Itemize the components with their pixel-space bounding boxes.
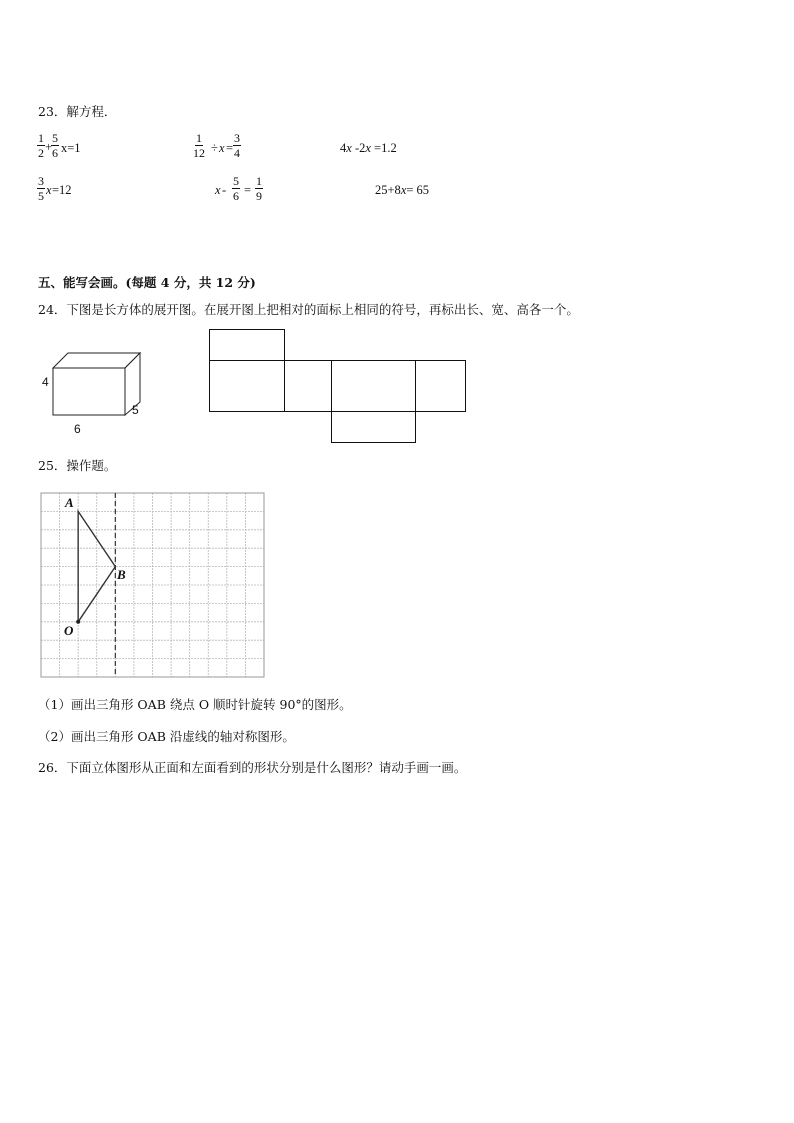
cuboid-length-label: 6: [74, 422, 81, 436]
net-face-2: [284, 360, 332, 412]
equation-6: 25+8x= 65: [375, 183, 430, 197]
eq5-fraction-1: $\frac{5}{6}$: [233, 174, 239, 203]
eq4-fraction: $\frac{3}{5}$: [38, 174, 44, 203]
eq1-fraction-2: $\frac{5}{6}$: [52, 131, 58, 160]
grid-figure: [40, 492, 265, 678]
point-label-b: B: [117, 567, 126, 582]
cuboid-height-label: 4: [42, 375, 49, 389]
q23-title: 23．解方程．: [38, 104, 117, 119]
eq1-fraction-1: $\frac{1}{2}$: [38, 131, 44, 160]
q25-task-1: （1）画出三角形 OAB 绕点 O 顺时针旋转 90°的图形。: [38, 697, 352, 712]
net-face-4: [415, 360, 466, 412]
cuboid-figure: [40, 345, 150, 435]
section-5-title: 五、能写会画。(每题 4 分，共 12 分): [38, 275, 256, 290]
grid: [40, 492, 265, 678]
q25-task-2: （2）画出三角形 OAB 沿虚线的轴对称图形。: [38, 729, 295, 744]
point-o-dot: [76, 620, 80, 624]
net-face-3: [331, 360, 416, 412]
eq2-fraction-2: $\frac{3}{4}$: [234, 131, 240, 160]
q26-title: 26．下面立体图形从正面和左面看到的形状分别是什么图形？请动手画一画。: [38, 760, 467, 775]
point-label-a: A: [65, 495, 74, 510]
eq2-fraction-1: $\frac{1}{12}$: [193, 131, 205, 160]
net-face-1: [209, 360, 285, 412]
equation-3: 4x -2x =1.2: [340, 141, 397, 155]
cuboid-width-label: 5: [132, 403, 139, 417]
point-label-o: O: [64, 623, 74, 638]
net-face-bottom: [331, 411, 416, 443]
eq5-fraction-2: $\frac{1}{9}$: [256, 174, 262, 203]
net-face-top: [209, 329, 285, 361]
q24-title: 24．下图是长方体的展开图。在展开图上把相对的面标上相同的符号，再标出长、宽、高各一个。: [38, 302, 579, 317]
q25-title: 25．操作题。: [38, 458, 117, 473]
